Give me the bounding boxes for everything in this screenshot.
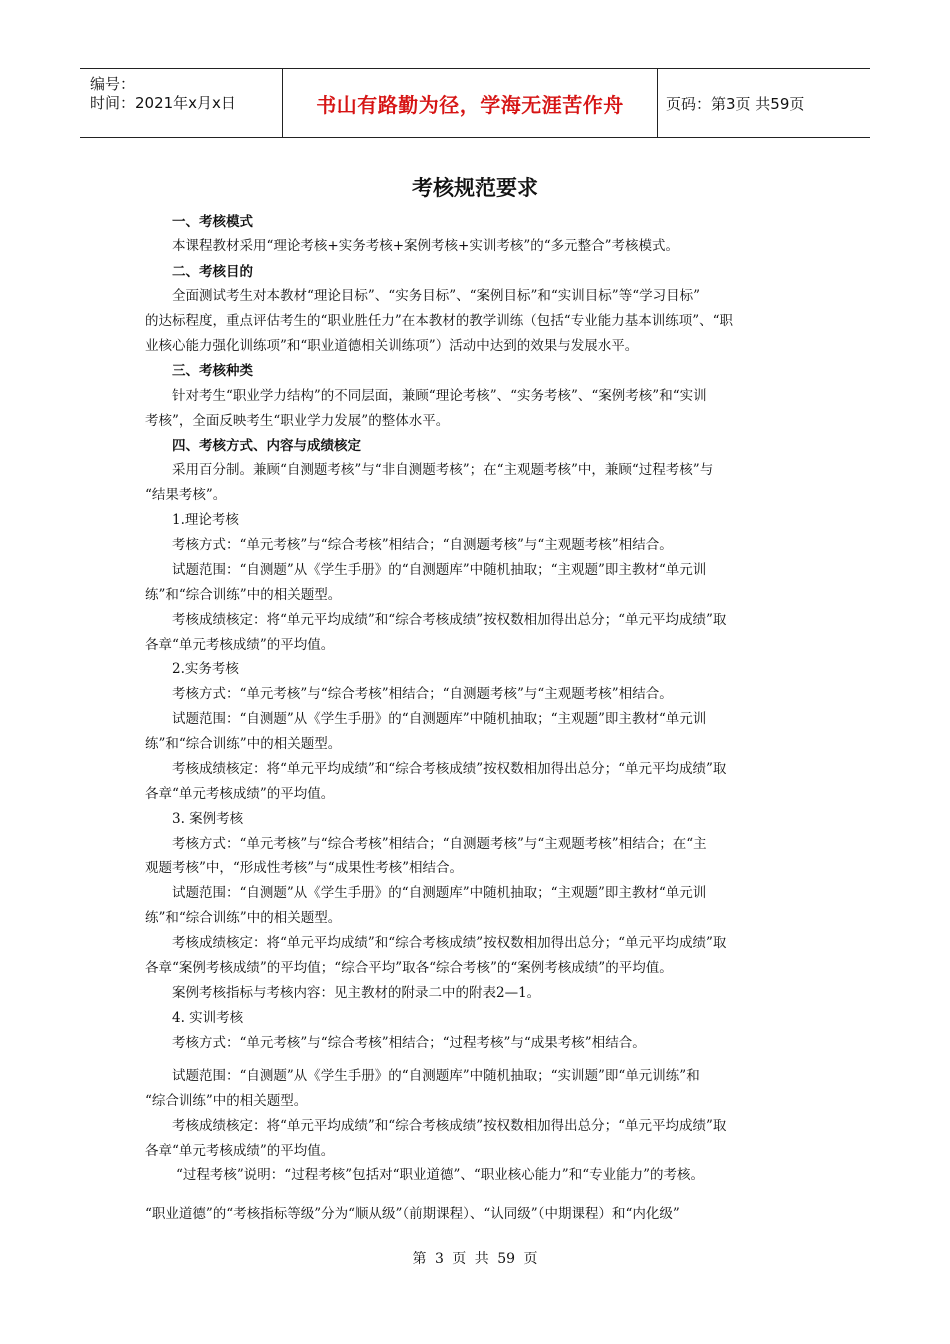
subsection-heading: 1.理论考核 xyxy=(172,512,239,528)
paragraph-line: 试题范围：“自测题”从《学生手册》的“自测题库”中随机抽取；“主观题”即主教材“单元训 xyxy=(172,711,707,727)
paragraph-line: “职业道德”的“考核指标等级”分为“顺从级”（前期课程）、“认同级”（中期课程）和“内化级” xyxy=(145,1206,680,1222)
paragraph-line: “过程考核”说明：“过程考核”包括对“职业道德”、“职业核心能力”和“专业能力”的考核。 xyxy=(176,1167,705,1183)
paragraph-line: 案例考核指标与考核内容：见主教材的附录二中的附表2—1。 xyxy=(172,985,541,1001)
header-motto: 书山有路勤为径，学海无涯苦作舟 xyxy=(282,69,658,137)
paragraph-line: 试题范围：“自测题”从《学生手册》的“自测题库”中随机抽取；“主观题”即主教材“单元训 xyxy=(172,562,707,578)
paragraph-line: 考核成绩核定：将“单元平均成绩”和“综合考核成绩”按权数相加得出总分；“单元平均成绩”取 xyxy=(172,935,727,951)
paragraph-line: 观题考核”中，“形成性考核”与“成果性考核”相结合。 xyxy=(145,860,464,876)
section-heading: 四、考核方式、内容与成绩核定 xyxy=(172,438,361,454)
subsection-heading: 3. 案例考核 xyxy=(172,811,244,827)
paragraph-line: 练”和“综合训练”中的相关题型。 xyxy=(145,736,342,752)
section-heading: 一、考核模式 xyxy=(172,214,253,230)
paragraph-line: 采用百分制。兼顾“自测题考核”与“非自测题考核”；在“主观题考核”中，兼顾“过程考核”与 xyxy=(172,462,714,478)
paragraph-line: 考核成绩核定：将“单元平均成绩”和“综合考核成绩”按权数相加得出总分；“单元平均成绩”取 xyxy=(172,761,727,777)
paragraph-line: 全面测试考生对本教材“理论目标”、“实务目标”、“案例目标”和“实训目标”等“学习目标” xyxy=(172,288,701,304)
section-heading: 三、考核种类 xyxy=(172,363,253,379)
paragraph-line: 考核方式：“单元考核”与“综合考核”相结合；“自测题考核”与“主观题考核”相结合；在“主 xyxy=(172,836,707,852)
paragraph-line: 练”和“综合训练”中的相关题型。 xyxy=(145,587,342,603)
page-footer: 第 3 页 共 59 页 xyxy=(412,1251,538,1267)
paragraph-line: 各章“单元考核成绩”的平均值。 xyxy=(145,637,335,653)
subsection-heading: 2.实务考核 xyxy=(172,661,239,677)
paragraph-line: 考核方式：“单元考核”与“综合考核”相结合；“自测题考核”与“主观题考核”相结合。 xyxy=(172,686,673,702)
paragraph-line: 针对考生“职业学力结构”的不同层面，兼顾“理论考核”、“实务考核”、“案例考核”和“实训 xyxy=(172,388,707,404)
paragraph-line: 试题范围：“自测题”从《学生手册》的“自测题库”中随机抽取；“实训题”即“单元训练”和 xyxy=(172,1068,700,1084)
header-page-info: 页码：第3页 共59页 xyxy=(666,94,805,113)
paragraph-line: 本课程教材采用“理论考核+实务考核+案例考核+实训考核”的“多元整合”考核模式。 xyxy=(172,238,680,254)
paragraph-line: 各章“案例考核成绩”的平均值；“综合平均”取各“综合考核”的“案例考核成绩”的平均值。 xyxy=(145,960,673,976)
paragraph-line: 考核成绩核定：将“单元平均成绩”和“综合考核成绩”按权数相加得出总分；“单元平均成绩”取 xyxy=(172,612,727,628)
paragraph-line: 练”和“综合训练”中的相关题型。 xyxy=(145,910,342,926)
paragraph-line: 的达标程度，重点评估考生的“职业胜任力”在本教材的教学训练（包括“专业能力基本训练项”、“职 xyxy=(145,313,734,329)
paragraph-line: 考核成绩核定：将“单元平均成绩”和“综合考核成绩”按权数相加得出总分；“单元平均成绩”取 xyxy=(172,1118,727,1134)
subsection-heading: 4. 实训考核 xyxy=(172,1010,244,1026)
paragraph-line: 考核方式：“单元考核”与“综合考核”相结合；“自测题考核”与“主观题考核”相结合。 xyxy=(172,537,673,553)
section-heading: 二、考核目的 xyxy=(172,264,253,280)
document-header xyxy=(80,68,870,138)
date-label: 时间：2021年x月x日 xyxy=(90,94,236,112)
paragraph-line: 业核心能力强化训练项”和“职业道德相关训练项”）活动中达到的效果与发展水平。 xyxy=(145,338,639,354)
paragraph-line: 考核方式：“单元考核”与“综合考核”相结合；“过程考核”与“成果考核”相结合。 xyxy=(172,1035,646,1051)
page-title: 考核规范要求 xyxy=(412,176,538,200)
paragraph-line: 考核”，全面反映考生“职业学力发展”的整体水平。 xyxy=(145,413,450,429)
paragraph-line: “结果考核”。 xyxy=(145,487,227,503)
paragraph-line: 试题范围：“自测题”从《学生手册》的“自测题库”中随机抽取；“主观题”即主教材“单元训 xyxy=(172,885,707,901)
paragraph-line: “综合训练”中的相关题型。 xyxy=(145,1093,308,1109)
number-label: 编号： xyxy=(90,75,136,93)
paragraph-line: 各章“单元考核成绩”的平均值。 xyxy=(145,786,335,802)
paragraph-line: 各章“单元考核成绩”的平均值。 xyxy=(145,1143,335,1159)
header-meta xyxy=(80,69,280,137)
